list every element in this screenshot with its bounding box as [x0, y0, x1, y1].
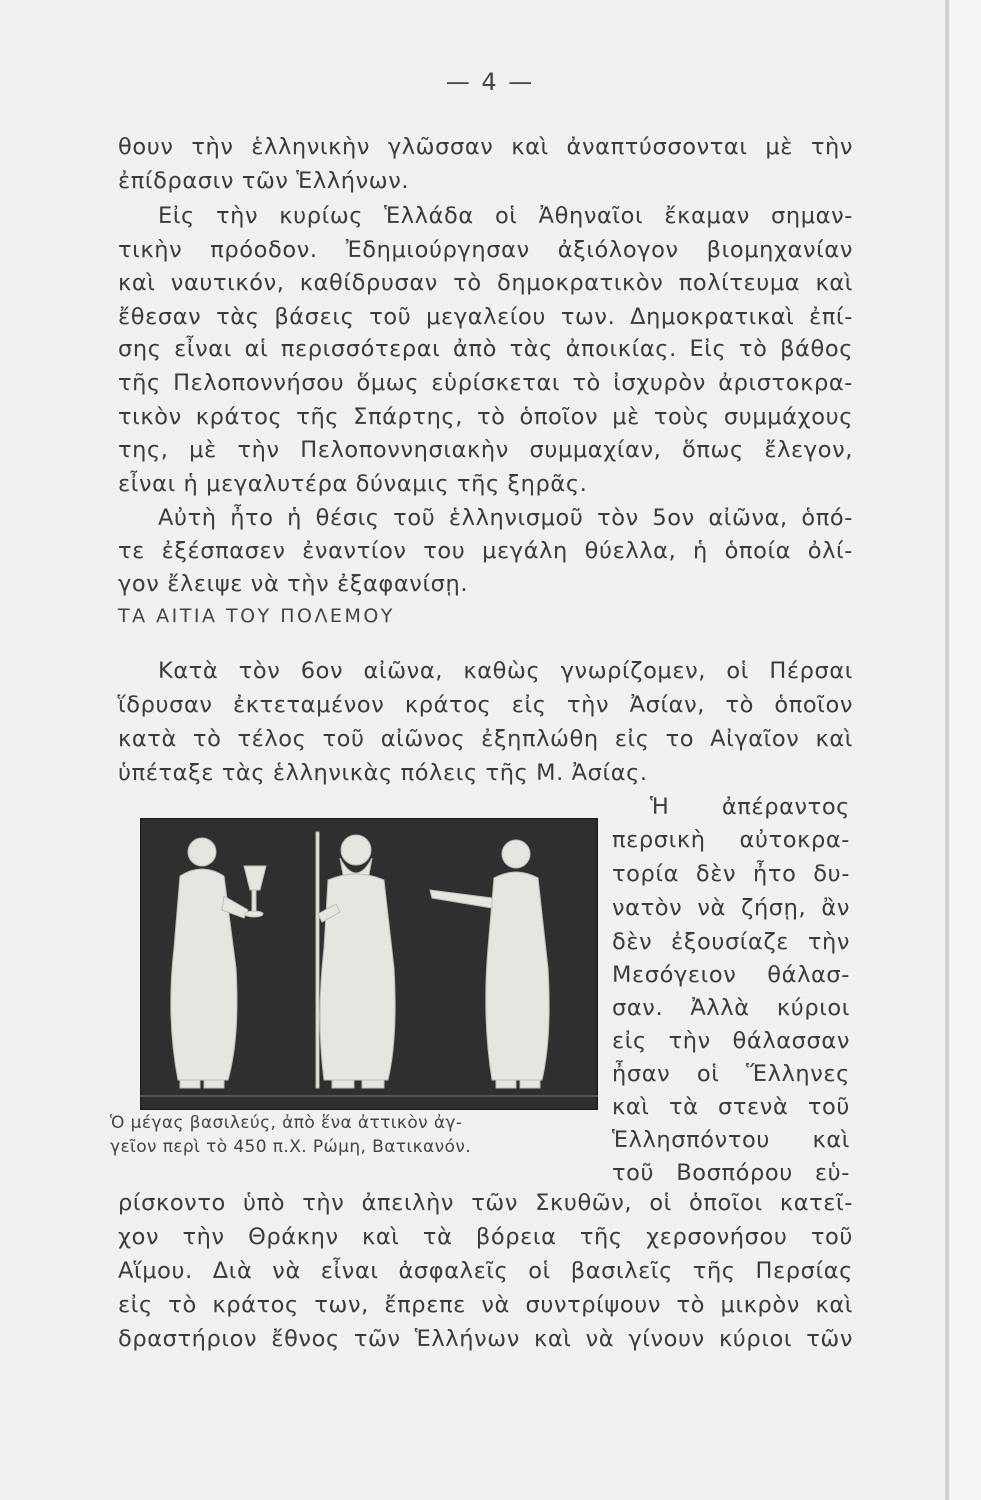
text-line: γον ἔλειψε νὰ τὴν ἐξαφανίσῃ.: [118, 571, 469, 597]
text-line: εἰς τὸ κράτος των, ἔπρεπε νὰ συντρίψουν τὸ μικρὸν καὶ: [118, 1292, 853, 1318]
text-line: Κατὰ τὸν 6ον αἰῶνα, καθὼς γνωρίζομεν, οἱ Πέρσαι: [158, 658, 853, 684]
text-line: ἵδρυσαν ἐκτεταμένον κράτος εἰς τὴν Ἀσίαν, τὸ ὁποῖον: [118, 692, 853, 718]
text-line: Εἰς τὴν κυρίως Ἑλλάδα οἱ Ἀθηναῖοι ἔκαμαν σημαν-: [158, 203, 853, 229]
text-line: τῆς Πελοποννήσου ὅμως εὑρίσκεται τὸ ἰσχυρὸν ἀριστοκρα-: [118, 370, 853, 396]
text-line: θουν τὴν ἑλληνικὴν γλῶσσαν καὶ ἀναπτύσσονται μὲ τὴν: [118, 134, 853, 160]
text-line: τε ἐξέσπασεν ἐναντίον του μεγάλη θύελλα, ἡ ὁποία ὀλί-: [118, 538, 853, 564]
vase-painting-illustration: [140, 818, 598, 1110]
text-line: κατὰ τὸ τέλος τοῦ αἰῶνος ἐξηπλώθη εἰς το Αἰγαῖον καὶ: [118, 726, 853, 752]
text-line: της, μὲ τὴν Πελοποννησιακὴν συμμαχίαν, ὅπως ἔλεγον,: [118, 437, 853, 463]
text-line: Αὐτὴ ἦτο ἡ θέσις τοῦ ἑλληνισμοῦ τὸν 5ον αἰῶνα, ὁπό-: [158, 505, 853, 531]
text-line: ὑπέταξε τὰς ἑλληνικὰς πόλεις τῆς Μ. Ἀσίας.: [118, 760, 648, 786]
text-line: δὲν ἐξουσίαζε τὴν: [612, 929, 850, 955]
text-line: ἐπίδρασιν τῶν Ἑλλήνων.: [118, 168, 410, 194]
page-margin-right: [949, 0, 981, 1500]
figure-caption: Ὁ μέγας βασιλεύς, ἀπὸ ἕνα ἀττικὸν ἀγ-: [110, 1113, 463, 1133]
text-line: τικὴν πρόοδον. Ἐδημιούργησαν ἀξιόλογον βιομηχανίαν: [118, 237, 853, 263]
text-line: τοῦ Βοσπόρου εὑ-: [612, 1160, 850, 1186]
text-line: ἦσαν οἱ Ἕλληνες: [612, 1061, 850, 1087]
text-line: Ἑλλησπόντου καὶ: [612, 1127, 850, 1153]
figure-caption: γεῖον περὶ τὸ 450 π.Χ. Ρώμη, Βατικανόν.: [110, 1137, 472, 1157]
text-line: νατὸν νὰ ζήσῃ, ἂν: [612, 895, 850, 921]
vase-painting-image: [140, 818, 598, 1110]
text-line: Ἡ ἀπέραντος: [650, 794, 850, 820]
text-line: καὶ τὰ στενὰ τοῦ: [612, 1094, 850, 1120]
text-line: χον τὴν Θράκην καὶ τὰ βόρεια τῆς χερσονήσου τοῦ: [118, 1224, 853, 1250]
text-line: τικὸν κράτος τῆς Σπάρτης, τὸ ὁποῖον μὲ τοὺς συμμάχους: [118, 404, 853, 430]
text-line: σαν. Ἀλλὰ κύριοι: [612, 995, 850, 1021]
text-line: Αἵμου. Διὰ νὰ εἶναι ἀσφαλεῖς οἱ βασιλεῖς τῆς Περσίας: [118, 1258, 853, 1284]
text-line: εἰς τὴν θάλασσαν: [612, 1028, 850, 1054]
text-line: εἶναι ἡ μεγαλυτέρα δύναμις τῆς ξηρᾶς.: [118, 471, 588, 497]
text-line: Μεσόγειον θάλασ-: [612, 962, 850, 988]
text-line: καὶ ναυτικόν, καθίδρυσαν τὸ δημοκρατικὸν πολίτευμα καὶ: [118, 270, 853, 296]
page-number: — 4 —: [445, 68, 535, 96]
text-line: ἔθεσαν τὰς βάσεις τοῦ μεγαλείου των. Δημοκρατικαὶ ἐπί-: [118, 304, 853, 330]
text-line: σης εἶναι αἱ περισσότεραι ἀπὸ τὰς ἀποικίας. Εἰς τὸ βάθος: [118, 336, 853, 362]
text-line: τορία δὲν ἦτο δυ-: [612, 861, 850, 887]
text-line: ρίσκοντο ὑπὸ τὴν ἀπειλὴν τῶν Σκυθῶν, οἱ ὁποῖοι κατεῖ-: [118, 1190, 853, 1216]
text-line: περσικὴ αὐτοκρα-: [612, 827, 850, 853]
section-heading: ΤΑ ΑΙΤΙΑ ΤΟΥ ΠΟΛΕΜΟΥ: [118, 605, 395, 627]
text-line: δραστήριον ἔθνος τῶν Ἑλλήνων καὶ νὰ γίνουν κύριοι τῶν: [118, 1326, 853, 1352]
